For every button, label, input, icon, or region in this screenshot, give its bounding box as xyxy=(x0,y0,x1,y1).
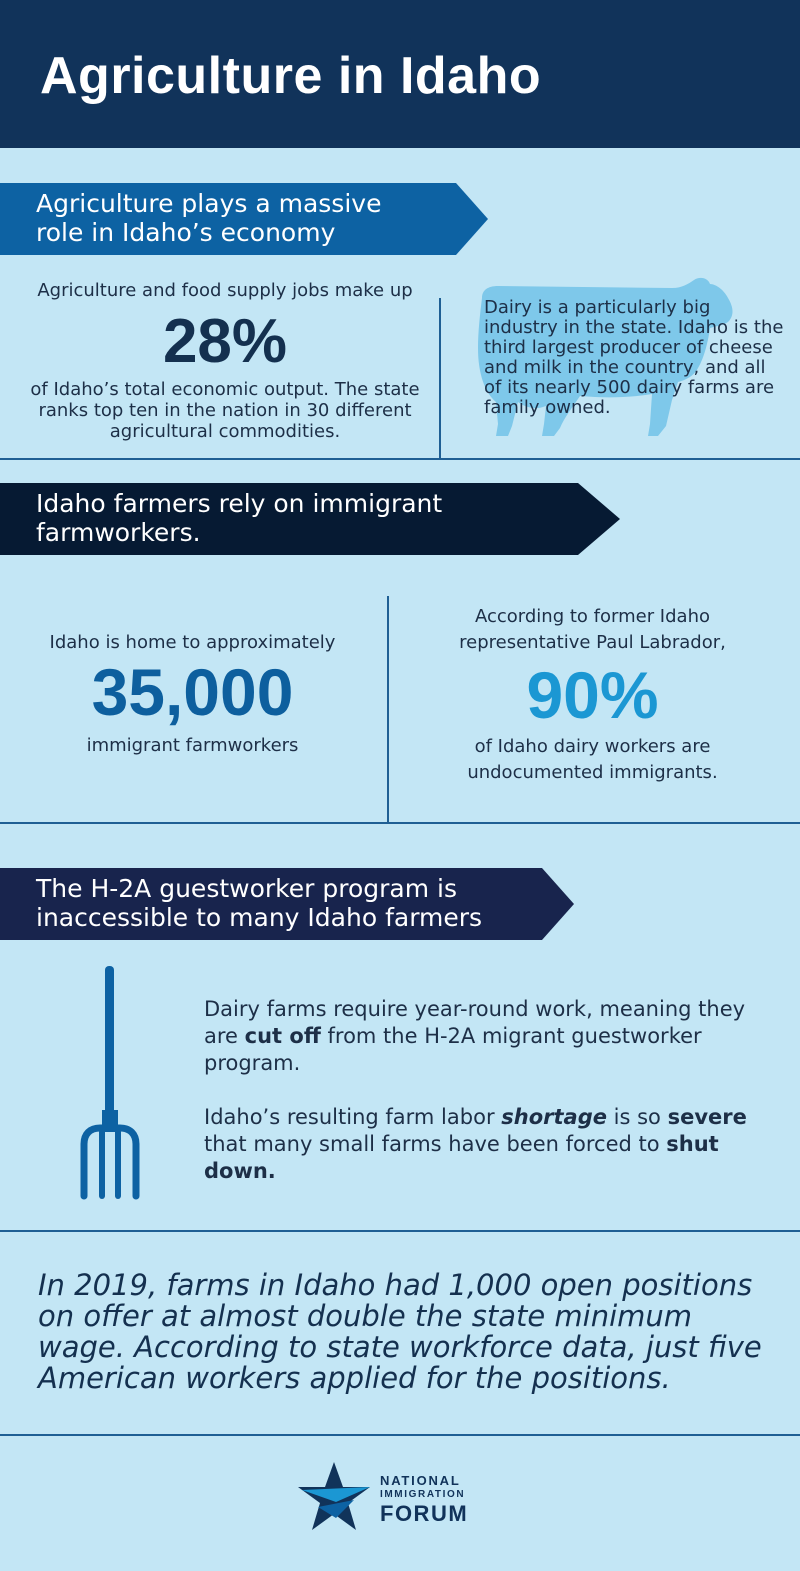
logo-line-1: NATIONAL xyxy=(380,1473,461,1488)
section3-rule xyxy=(0,1230,800,1232)
section2-left-tail: immigrant farmworkers xyxy=(86,735,299,756)
section1-left xyxy=(20,280,430,442)
section2-right-tail: of Idaho dairy workers are undocumented immigrants. xyxy=(467,736,718,783)
section3-paragraph-1 xyxy=(204,996,774,1077)
closing-quote: In 2019, farms in Idaho had 1,000 open positions on offer at almost double the state minimum wage. According to state workforce data, just five American workers applied for the positions. xyxy=(38,1268,762,1395)
p1-text-a: Dairy farms require year-round work, meaning they are xyxy=(204,997,746,1048)
section1-right-text: Dairy is a particularly big industry in the state. Idaho is the third largest producer of cheese and milk in the country, and all of its nearly 500 dairy farms are family owned. xyxy=(484,297,784,418)
p2-text-e: that many small farms have been forced to xyxy=(204,1132,667,1156)
header xyxy=(0,0,800,148)
quote-rule xyxy=(0,1434,800,1436)
section1-banner-text: Agriculture plays a massive role in Idaho’s economy xyxy=(36,189,382,247)
section3-paragraph-2 xyxy=(204,1104,774,1185)
p1-text-c: from the H-2A migrant guestworker program. xyxy=(204,1024,702,1075)
section2-left-stat: 35,000 xyxy=(91,655,294,729)
section1-rule xyxy=(0,458,800,460)
section2-left xyxy=(20,632,365,756)
logo-line-2: IMMIGRATION xyxy=(380,1489,466,1500)
p2-bold-shortage: shortage xyxy=(501,1105,607,1129)
p1-bold-cut-off: cut off xyxy=(244,1024,321,1048)
logo-wordmark xyxy=(380,1474,468,1526)
section1-banner xyxy=(0,183,490,255)
section2-divider xyxy=(387,596,389,822)
section3-banner xyxy=(0,868,576,940)
logo-line-3: FORUM xyxy=(380,1501,469,1526)
p2-bold-shut-down: shut down. xyxy=(204,1132,719,1183)
page-title: Agriculture in Idaho xyxy=(40,47,542,105)
pitchfork-icon xyxy=(80,964,140,1200)
section2-right-lead: According to former Idaho representative Paul Labrador, xyxy=(459,606,726,653)
p2-bold-severe: severe xyxy=(667,1105,747,1129)
section3-text xyxy=(204,996,774,1212)
section2-banner xyxy=(0,483,622,555)
section2-right xyxy=(440,604,745,786)
section2-left-lead: Idaho is home to approximately xyxy=(49,632,336,653)
section1-divider xyxy=(439,298,441,458)
section2-rule xyxy=(0,822,800,824)
section1-left-tail: of Idaho’s total economic output. The state ranks top ten in the nation in 30 different agricultural commodities. xyxy=(30,379,420,442)
star-logo-icon xyxy=(296,1460,372,1534)
section2-banner-text: Idaho farmers rely on immigrant farmworkers. xyxy=(36,489,443,547)
section2-right-stat: 90% xyxy=(526,658,659,732)
p2-text-c: is so xyxy=(606,1105,668,1129)
section1-left-stat: 28% xyxy=(162,307,288,376)
p2-text-a: Idaho’s resulting farm labor xyxy=(204,1105,502,1129)
section1-left-lead: Agriculture and food supply jobs make up xyxy=(37,280,413,301)
organization-logo xyxy=(296,1460,496,1534)
section3-banner-text: The H-2A guestworker program is inaccessible to many Idaho farmers xyxy=(36,874,483,932)
